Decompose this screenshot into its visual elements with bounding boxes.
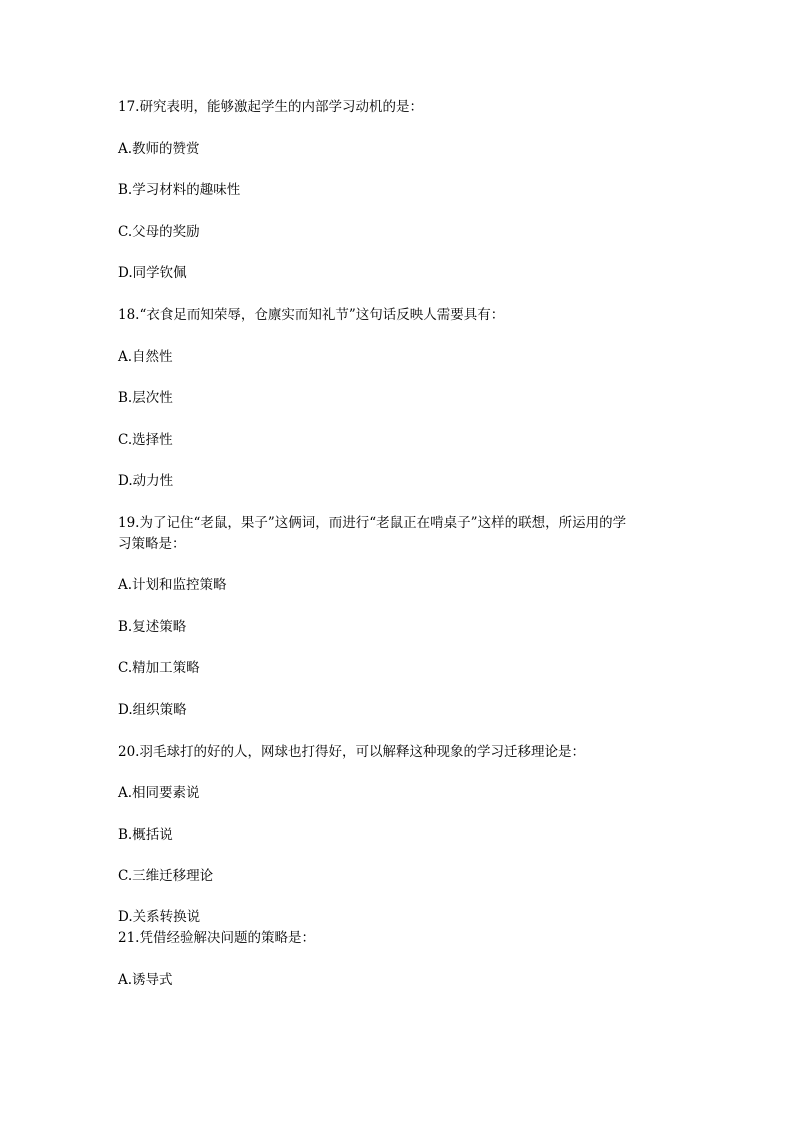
question-18-option-c: C.选择性 <box>118 432 173 448</box>
question-21-stem: 21.凭借经验解决问题的策略是： <box>118 930 315 946</box>
question-19-stem-line2: 习策略是： <box>118 536 186 552</box>
question-19-option-d: D.组织策略 <box>118 702 187 718</box>
question-18-option-b: B.层次性 <box>118 390 173 406</box>
question-19-option-c: C.精加工策略 <box>118 660 200 676</box>
question-20-option-d: D.关系转换说 <box>118 909 201 925</box>
question-20-option-a: A.相同要素说 <box>118 785 200 801</box>
question-20-option-c: C.三维迁移理论 <box>118 868 214 884</box>
question-20-option-b: B.概括说 <box>118 827 173 843</box>
question-19-option-a: A.计划和监控策略 <box>118 577 227 593</box>
question-17-option-b: B.学习材料的趣味性 <box>118 182 241 198</box>
question-20-stem: 20.羽毛球打的好的人，网球也打得好，可以解释这种现象的学习迁移理论是： <box>118 744 585 760</box>
question-19-stem-line1: 19.为了记住“老鼠，果子”这俩词，而进行“老鼠正在啃桌子”这样的联想，所运用的学 <box>118 515 627 531</box>
question-18-option-a: A.自然性 <box>118 349 173 365</box>
question-17-stem: 17.研究表明，能够激起学生的内部学习动机的是： <box>118 99 423 115</box>
question-19-option-b: B.复述策略 <box>118 619 187 635</box>
question-21-option-a: A.诱导式 <box>118 972 173 988</box>
question-17-option-a: A.教师的赞赏 <box>118 141 200 157</box>
question-18-stem: 18.“衣食足而知荣辱，仓廪实而知礼节”这句话反映人需要具有： <box>118 307 505 323</box>
question-17-option-c: C.父母的奖励 <box>118 224 200 240</box>
question-18-option-d: D.动力性 <box>118 473 174 489</box>
question-17-option-d: D.同学钦佩 <box>118 265 187 281</box>
